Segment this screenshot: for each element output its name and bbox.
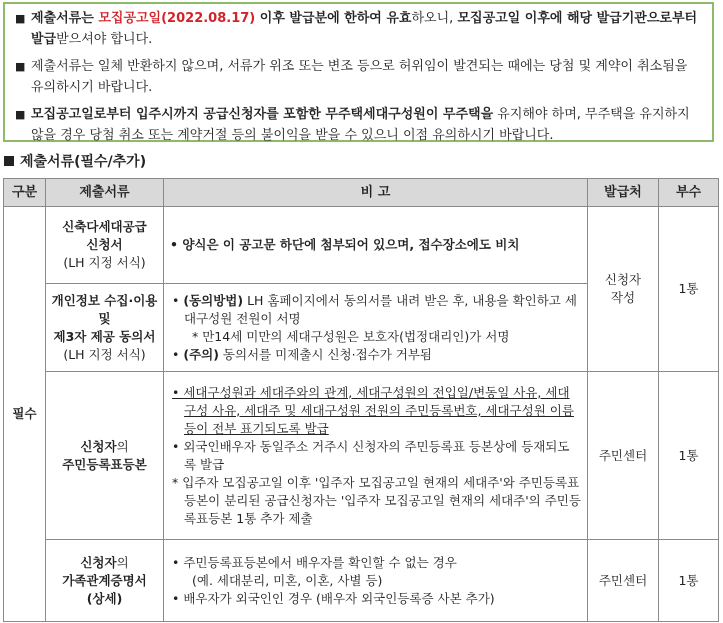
notice-item-3: ■ 모집공고일로부터 입주시까지 공급신청자를 포함한 무주택세대구성원이 무주택을 유지해야 하며, 무주택을 유지하지 않을 경우 당첨 취소 또는 계약거절 등의 불이익을 받을 수 있으니 이점 유의하시기 바랍니다.: [15, 104, 704, 146]
remarks-cell: • 양식은 이 공고문 하단에 첨부되어 있으며, 접수장소에도 비치: [164, 207, 588, 284]
header-category: 구분: [4, 179, 46, 207]
table-header-row: [4, 179, 719, 207]
notice-item-2: ■ 제출서류는 일체 반환하지 않으며, 서류가 위조 또는 변조 등으로 허위임이 발견되는 때에는 당첨 및 계약이 취소됨을 유의하시기 바랍니다.: [15, 56, 704, 98]
remarks-cell: • (동의방법) LH 홈페이지에서 동의서를 내려 받은 후, 내용을 확인하고 세대구성원 전원이 서명 * 만14세 미만의 세대구성원은 보호자(법정대리인)가 서명 • (주의) 동의서를 미제출시 신청·접수가 거부됨: [164, 284, 588, 372]
copies-cell: 1통: [659, 540, 719, 622]
header-remarks: 비 고: [164, 179, 588, 207]
category-cell: 필수: [4, 207, 46, 622]
remarks-cell: • 주민등록표등본에서 배우자를 확인할 수 없는 경우 (예. 세대분리, 미혼, 이혼, 사별 등) • 배우자가 외국인인 경우 (배우자 외국인등록증 사본 추가): [164, 540, 588, 622]
square-bullet-icon: ■: [15, 108, 26, 121]
copies-cell: 1통: [659, 207, 719, 372]
copies-cell: 1통: [659, 372, 719, 540]
notice-box: [3, 2, 714, 142]
document-cell: 신청자의 주민등록표등본: [46, 372, 164, 540]
issuer-cell: 신청자 작성: [588, 207, 659, 372]
header-issuer: 발급처: [588, 179, 659, 207]
documents-table: [3, 178, 719, 622]
remarks-cell: • 세대구성원과 세대주와의 관계, 세대구성원의 전입일/변동일 사유, 세대구성 사유, 세대주 및 세대구성원 전원의 주민등록번호, 세대구성원 이름 등이 전부 표기되도록 발급 • 외국인배우자 동일주소 거주시 신청자의 주민등록표 등본상에 등재되도록 발급 * 입주자 모집공고일 이후 '입주자 모집공고일 현재의 세대주'와 주민등록표 등본이 분리된 공급신청자는 '입주자 모집공고일 현재의 세대주'의 주민등록표등본 1통 추가 제출: [164, 372, 588, 540]
table-row: [4, 372, 719, 540]
table-row: [4, 540, 719, 622]
table-row: [4, 207, 719, 284]
notice-item-1: ■ 제출서류는 모집공고일(2022.08.17) 이후 발급분에 한하여 유효하오니, 모집공고일 이후에 해당 발급기관으로부터 발급받으셔야 합니다.: [15, 8, 704, 50]
square-bullet-icon: ■: [15, 12, 26, 25]
header-document: 제출서류: [46, 179, 164, 207]
issuer-cell: 주민센터: [588, 540, 659, 622]
issuer-cell: 주민센터: [588, 372, 659, 540]
header-copies: 부수: [659, 179, 719, 207]
document-cell: 신축다세대공급 신청서 (LH 지정 서식): [46, 207, 164, 284]
document-cell: 신청자의 가족관계증명서 (상세): [46, 540, 164, 622]
square-bullet-icon: ■: [15, 60, 26, 73]
section-title: 제출서류(필수/추가): [4, 151, 146, 171]
document-cell: 개인정보 수집·이용 및 제3자 제공 동의서 (LH 지정 서식): [46, 284, 164, 372]
square-bullet-icon: [4, 156, 14, 166]
